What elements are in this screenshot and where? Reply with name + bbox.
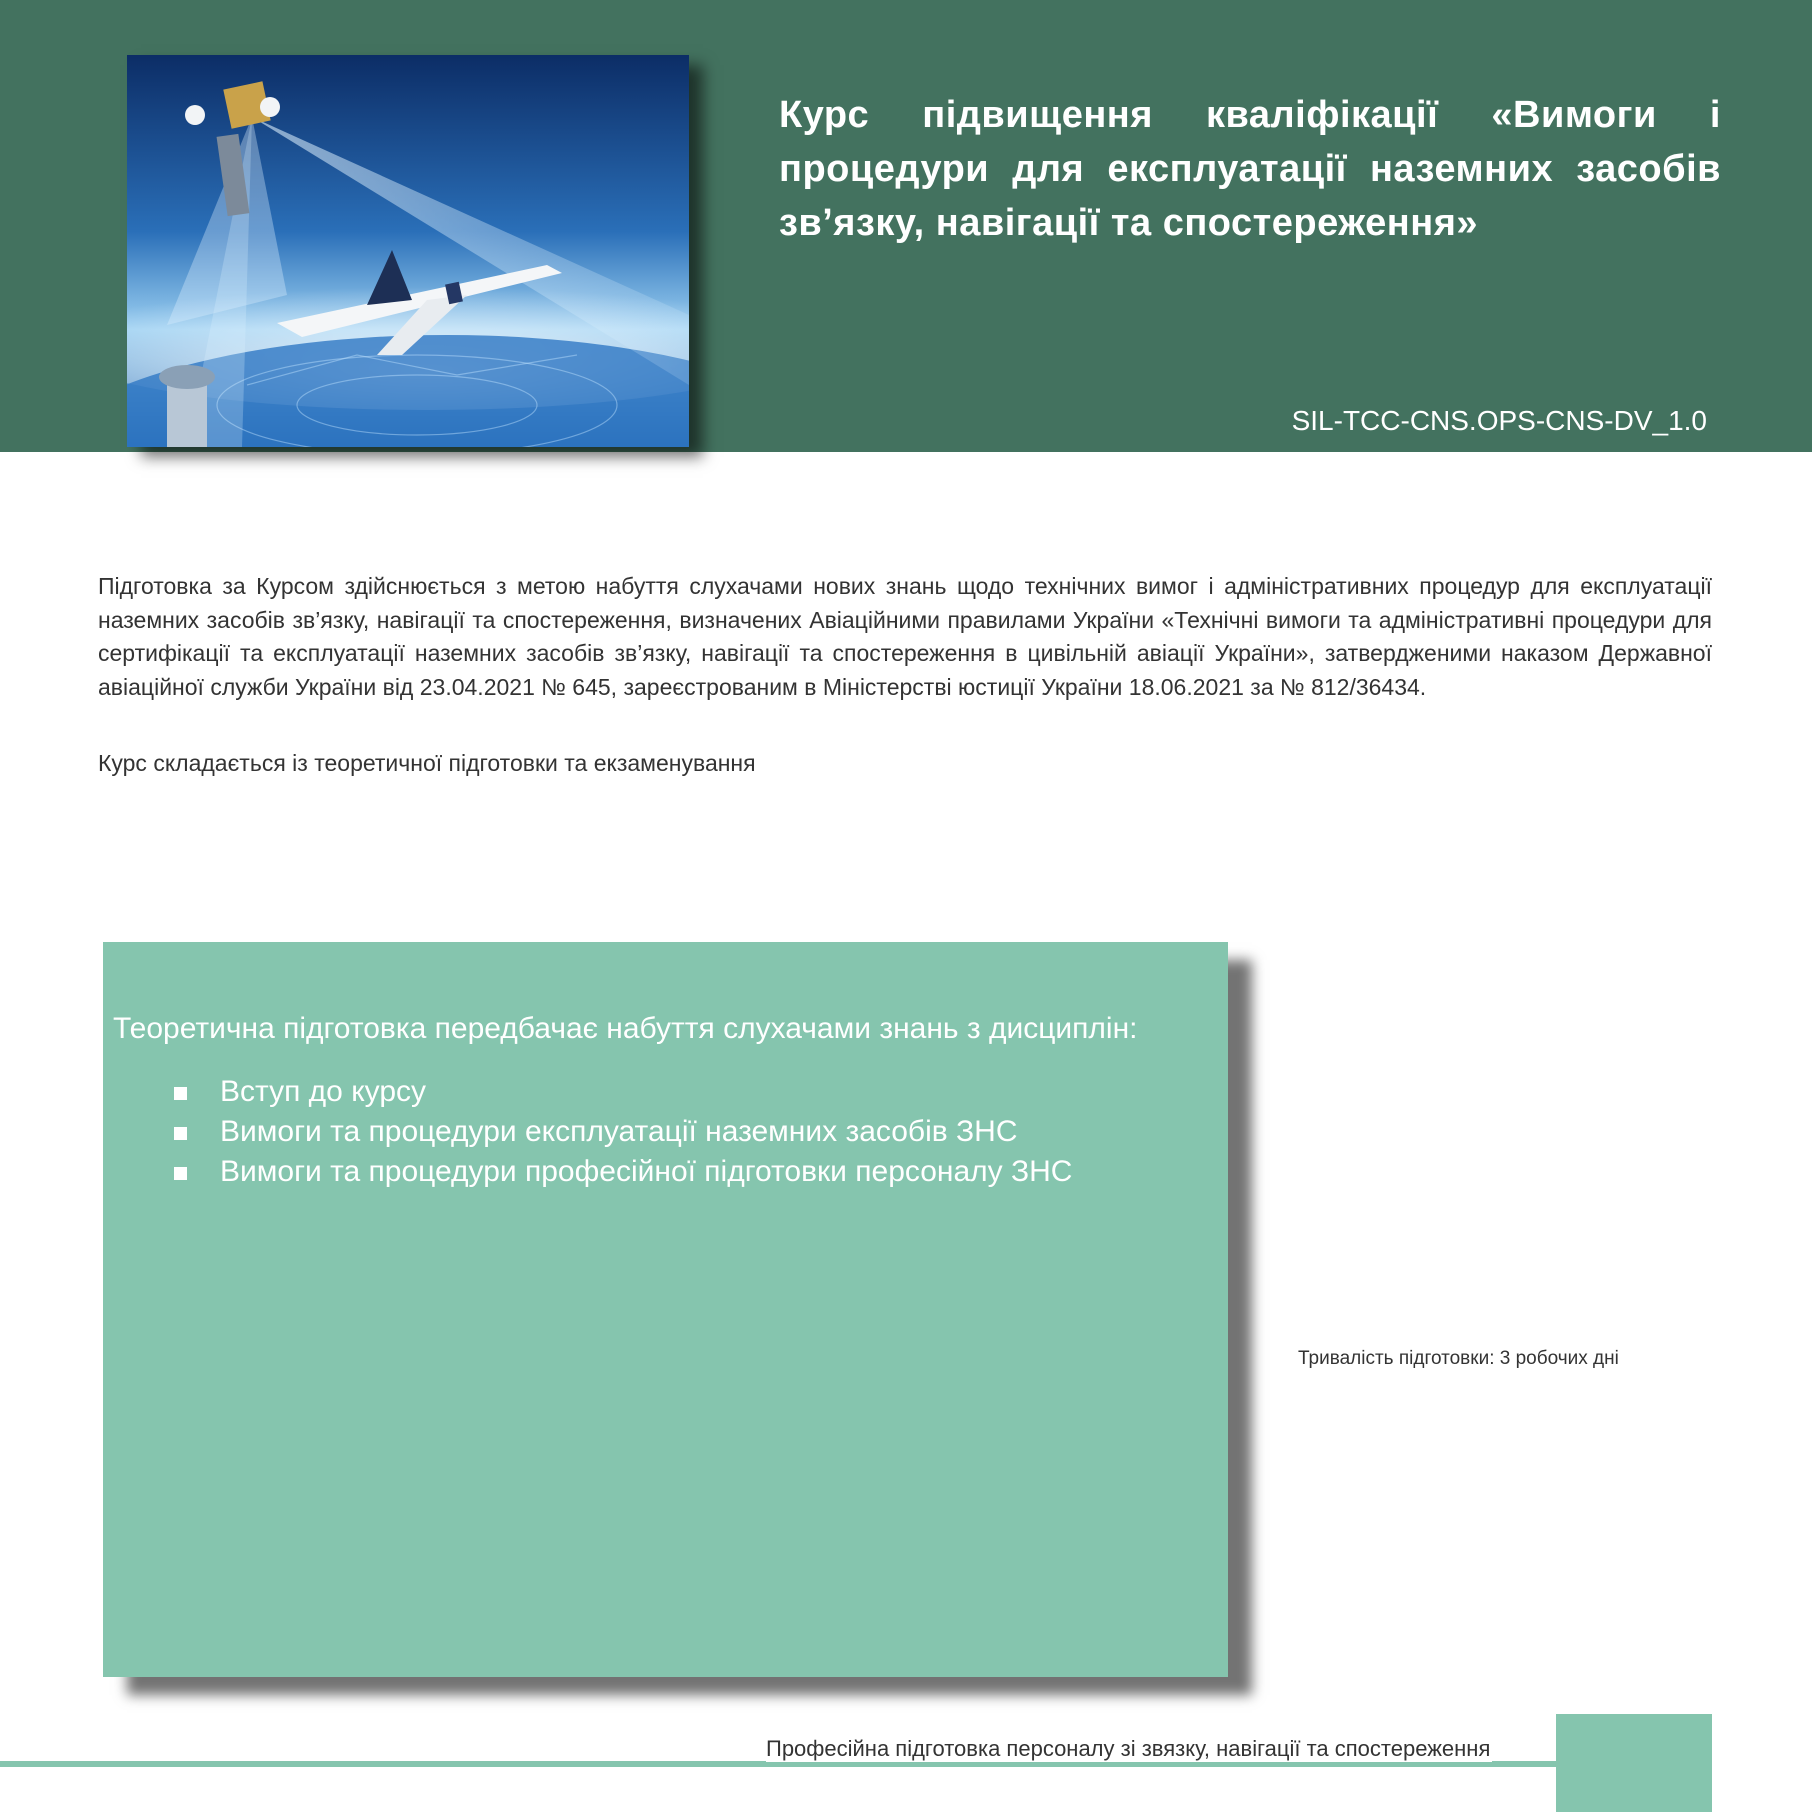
course-composition: Курс складається із теоретичної підготовки та екзаменування <box>98 750 756 776</box>
footer-accent-block <box>1556 1714 1712 1812</box>
header-banner <box>0 0 1812 452</box>
course-description: Підготовка за Курсом здійснюється з метою набуття слухачами нових знань щодо технічних вимог і адміністративних процедур для експлуатації наземних засобів зв’язку, навігації та спостереження, визначених Авіаційними правилами України «Технічні вимоги та адміністративні процедури для сертифікації та експлуатації наземних засобів зв’язку, навігації та спостереження в цивільній авіації України», затвердженими наказом Державної авіаційної служби України від 23.04.2021 № 645, зареєстрованим в Міністерстві юстиції України 18.06.2021 за № 812/36434. <box>98 573 1712 700</box>
course-title: Курс підвищення кваліфікації «Вимоги і процедури для експлуатації наземних засобів зв’язку, навігації та спостереження» <box>779 94 1721 244</box>
list-item: Вимоги та процедури професійної підготовки персоналу ЗНС <box>168 1152 1072 1192</box>
list-item: Вступ до курсу <box>168 1072 1072 1112</box>
disciplines-panel <box>103 942 1228 1677</box>
list-item: Вимоги та процедури експлуатації наземних засобів ЗНС <box>168 1112 1072 1152</box>
training-duration: Тривалість підготовки: 3 робочих дні <box>1298 1348 1619 1369</box>
course-code: SIL-TCC-CNS.OPS-CNS-DV_1.0 <box>1291 405 1707 436</box>
disciplines-list <box>168 1072 1072 1192</box>
panel-heading: Теоретична підготовка передбачає набуття слухачами знань з дисциплін: <box>113 1012 1138 1045</box>
satellite-airplane-illustration <box>127 55 689 447</box>
footer-text: Професійна підготовка персоналу зі звязку, навігації та спостереження <box>766 1736 1491 1761</box>
hero-image <box>127 55 689 447</box>
